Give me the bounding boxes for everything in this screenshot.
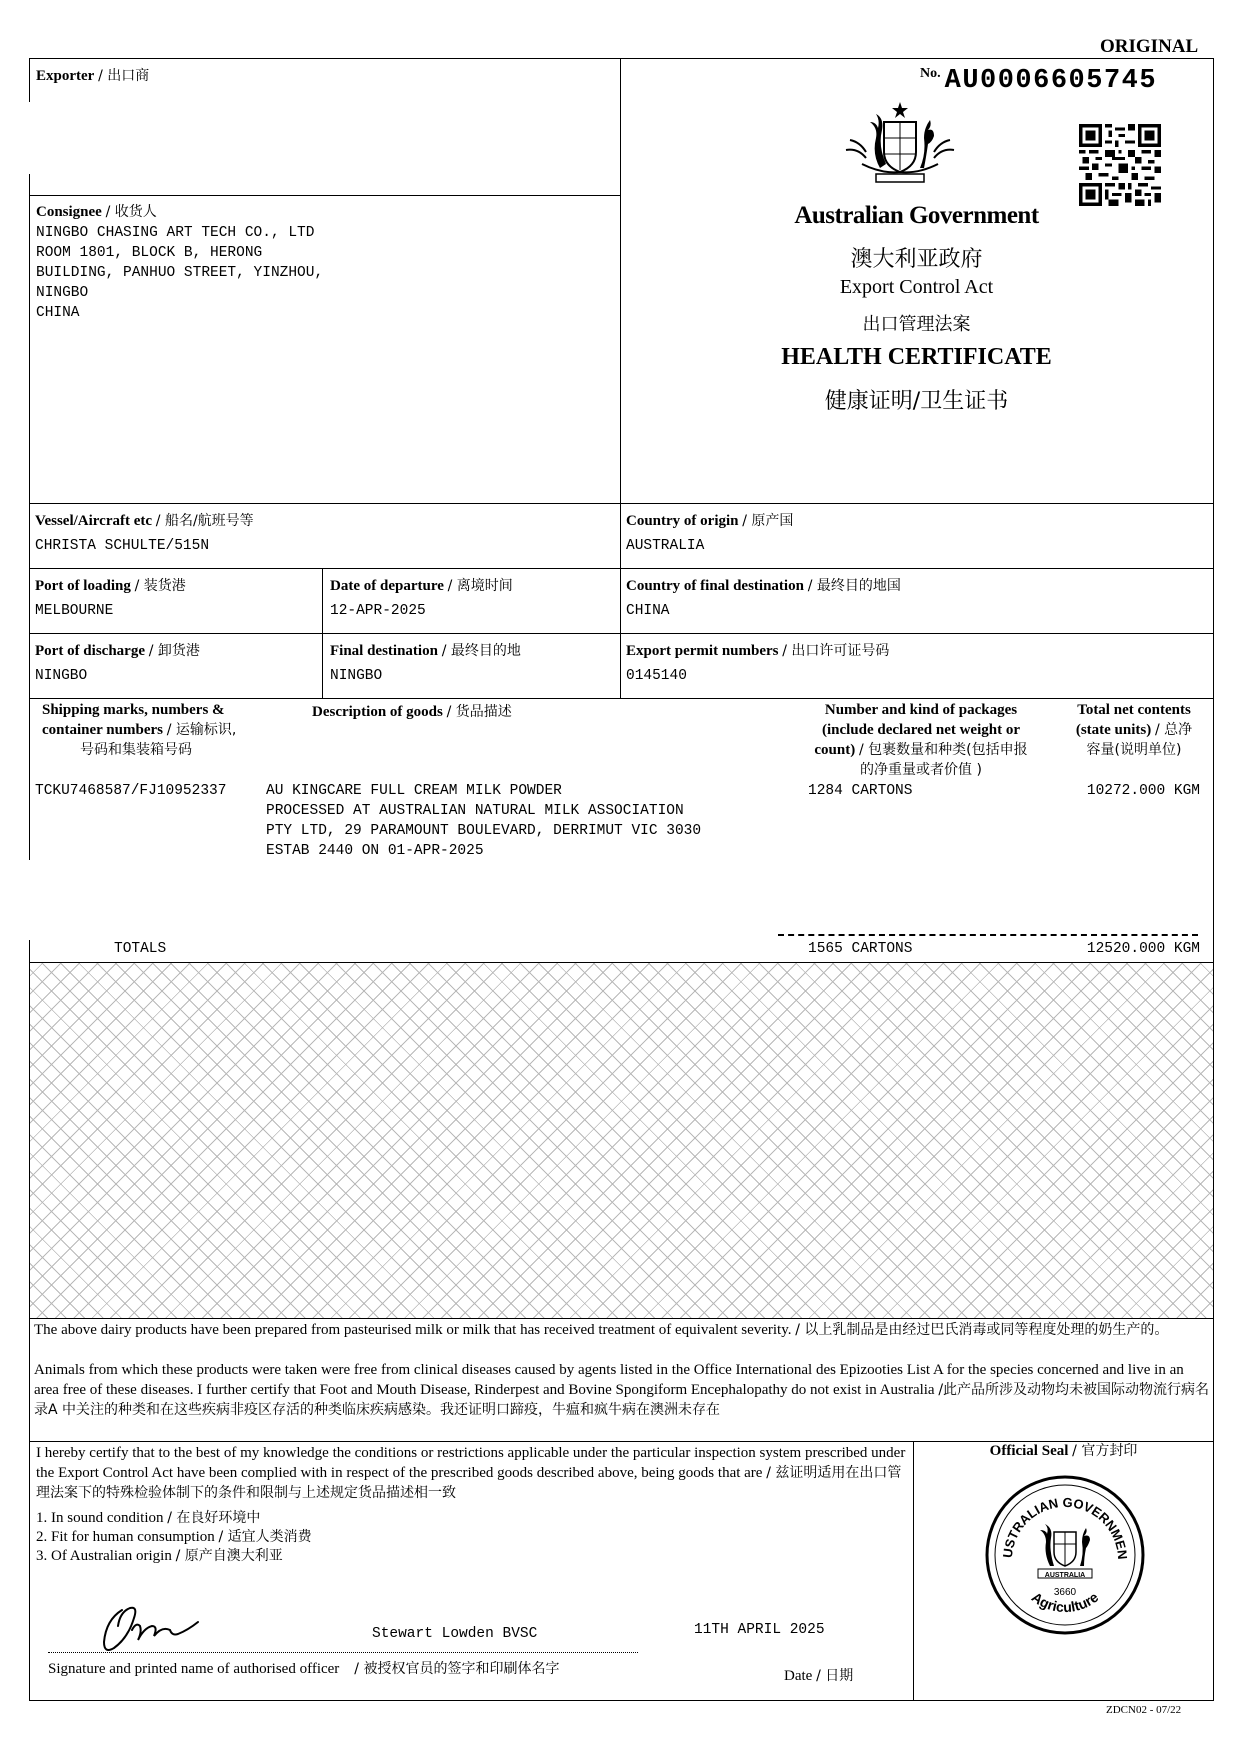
date-label: Date / 日期 (784, 1668, 854, 1684)
frame-left-line-top (29, 58, 30, 102)
consignee-label: Consignee / 收货人 (36, 204, 157, 220)
packages-header: Number and kind of packages (include declared net weight or count) / 包裹数量和种类(包括申报 的净重量或者价值 ) (814, 702, 1028, 778)
cancelled-area (30, 963, 1213, 1318)
shipping-marks-header: Shipping marks, numbers & container numbers / 运输标识, 号码和集装箱号码 (42, 702, 237, 758)
seal-number: 3660 (1053, 1587, 1077, 1598)
row1-bottom-line (29, 568, 1214, 569)
final-country-value: CHINA (626, 603, 670, 619)
seal-bottom-text: Agriculture (1028, 1588, 1102, 1616)
act-title-cn: 出口管理法案 (862, 314, 971, 335)
vessel-value: CHRISTA SCHULTE/515N (35, 538, 210, 554)
final-destination-label: Final destination / 最终目的地 (330, 643, 521, 659)
certification-text: I hereby certify that to the best of my knowledge the conditions or restrictions applicable under the particular inspection system prescribed under the Export Control Act have been complied with in respect of the prescribed goods described above, being goods that are / 兹证明适用在出口管理法案下的特殊检验体制下的条件和限制与上述规定货品描述相一致 (36, 1445, 906, 1501)
totals-net-value: 12520.000 KGM (1086, 941, 1200, 957)
col-divider-upper (620, 58, 621, 698)
departure-label: Date of departure / 离境时间 (330, 578, 513, 594)
signature-dotted-line (48, 1652, 638, 1653)
totals-dashed-rule (778, 934, 1198, 936)
row3-bottom-line (29, 698, 1214, 699)
hatch-bottom-line (29, 1318, 1214, 1319)
frame-top-line (29, 58, 1214, 59)
certification-list (36, 1509, 312, 1566)
cert-no-value: AU0006605745 (944, 66, 1158, 96)
port-loading-value: MELBOURNE (35, 603, 114, 619)
certification-item-1: 1. In sound condition / 在良好环境中 (36, 1510, 261, 1526)
export-permit-label: Export permit numbers / 出口许可证号码 (626, 643, 890, 659)
statement-pasteurised: The above dairy products have been prepared from pasteurised milk or milk that has received treatment of equivalent severity. / 以上乳制品是由经过巴氏消毒或同等程度处理的奶生产的。 (34, 1322, 1169, 1338)
gov-title-en: Australian Government (794, 202, 1039, 229)
gov-title-cn: 澳大利亚政府 (850, 247, 983, 272)
row2-bottom-line (29, 633, 1214, 634)
final-country-label: Country of final destination / 最终目的地国 (626, 578, 901, 594)
seal-divider (913, 1441, 914, 1700)
col-divider-ports (322, 568, 323, 698)
certificate-title-cn: 健康证明/卫生证书 (824, 389, 1009, 414)
coat-of-arms-icon (836, 98, 964, 190)
origin-value: AUSTRALIA (626, 538, 705, 554)
officer-name: Stewart Lowden BVSC (372, 1626, 538, 1642)
totals-packages-value: 1565 CARTONS (808, 941, 913, 957)
certification-item-3: 3. Of Australian origin / 原产自澳大利亚 (36, 1548, 283, 1564)
form-code: ZDCN02 - 07/22 (1106, 1704, 1182, 1716)
description-header: Description of goods / 货品描述 (312, 704, 512, 720)
port-discharge-value: NINGBO (35, 668, 88, 684)
frame-right-line (1213, 58, 1214, 1700)
official-seal-label: Official Seal / 官方封印 (989, 1443, 1138, 1459)
signature-date: 11TH APRIL 2025 (694, 1622, 825, 1638)
goods-description-value: AU KINGCARE FULL CREAM MILK POWDER PROCESSED AT AUSTRALIAN NATURAL MILK ASSOCIATION PTY LTD, 29 PARAMOUNT BOULEVARD, DERRIMUT VIC 3030 ESTAB 2440 ON 01-APR-2025 (266, 783, 702, 859)
frame-bottom-line (29, 1700, 1214, 1701)
seal-top-text: USTRALIAN GOVERNMEN (999, 1494, 1131, 1560)
net-contents-header: Total net contents (state units) / 总净 容量(说明单位) (1075, 702, 1193, 758)
original-label: ORIGINAL (1100, 36, 1199, 57)
signature-label: Signature and printed name of authorised officer / 被授权官员的签字和印刷体名字 (48, 1661, 560, 1677)
frame-left-line-mid (29, 174, 30, 860)
certificate-title-en: HEALTH CERTIFICATE (781, 344, 1052, 370)
consignee-value: NINGBO CHASING ART TECH CO., LTD ROOM 1801, BLOCK B, HERONG BUILDING, PANHUO STREET, YINZHOU, NINGBO CHINA (36, 225, 324, 321)
exporter-bottom-line (29, 195, 620, 196)
departure-value: 12-APR-2025 (330, 603, 426, 619)
certificate-number (920, 66, 1157, 96)
act-title-en: Export Control Act (839, 276, 994, 298)
exporter-label: Exporter / 出口商 (36, 68, 150, 84)
final-destination-value: NINGBO (330, 668, 383, 684)
export-permit-value: 0145140 (626, 668, 687, 684)
vessel-label: Vessel/Aircraft etc / 船名/航班号等 (35, 513, 254, 529)
port-loading-label: Port of loading / 装货港 (35, 578, 186, 594)
statement-animals: Animals from which these products were taken were free from clinical diseases caused by agents listed in the Office International des Epizooties List A for the species concerned and live in an area free of these diseases. I further certify that Foot and Mouth Disease, Rinderpest and Bovine Spongiform Encephalopathy do not exist in Australia /此产品所涉及动物均未被国际动物流行病名录A 中关注的种类和在这些疾病非疫区存活的种类临床疾病感染。我还证明口蹄疫，牛瘟和疯牛病在澳洲未存在 (34, 1362, 1210, 1418)
port-discharge-label: Port of discharge / 卸货港 (35, 643, 200, 659)
header-bottom-line (29, 503, 1214, 504)
origin-label: Country of origin / 原产国 (626, 513, 794, 529)
goods-marks-value: TCKU7468587/FJ10952337 (35, 783, 227, 799)
qr-code-icon (1079, 124, 1161, 206)
officer-signature (96, 1600, 212, 1658)
totals-label: TOTALS (114, 941, 167, 957)
official-seal-stamp (984, 1474, 1146, 1636)
goods-net-value: 10272.000 KGM (1086, 783, 1200, 799)
seal-banner-text: AUSTRALIA (1044, 1572, 1086, 1579)
certification-item-2: 2. Fit for human consumption / 适宜人类消费 (36, 1529, 312, 1545)
cert-no-prefix: No. (920, 66, 941, 81)
goods-packages-value: 1284 CARTONS (808, 783, 913, 799)
